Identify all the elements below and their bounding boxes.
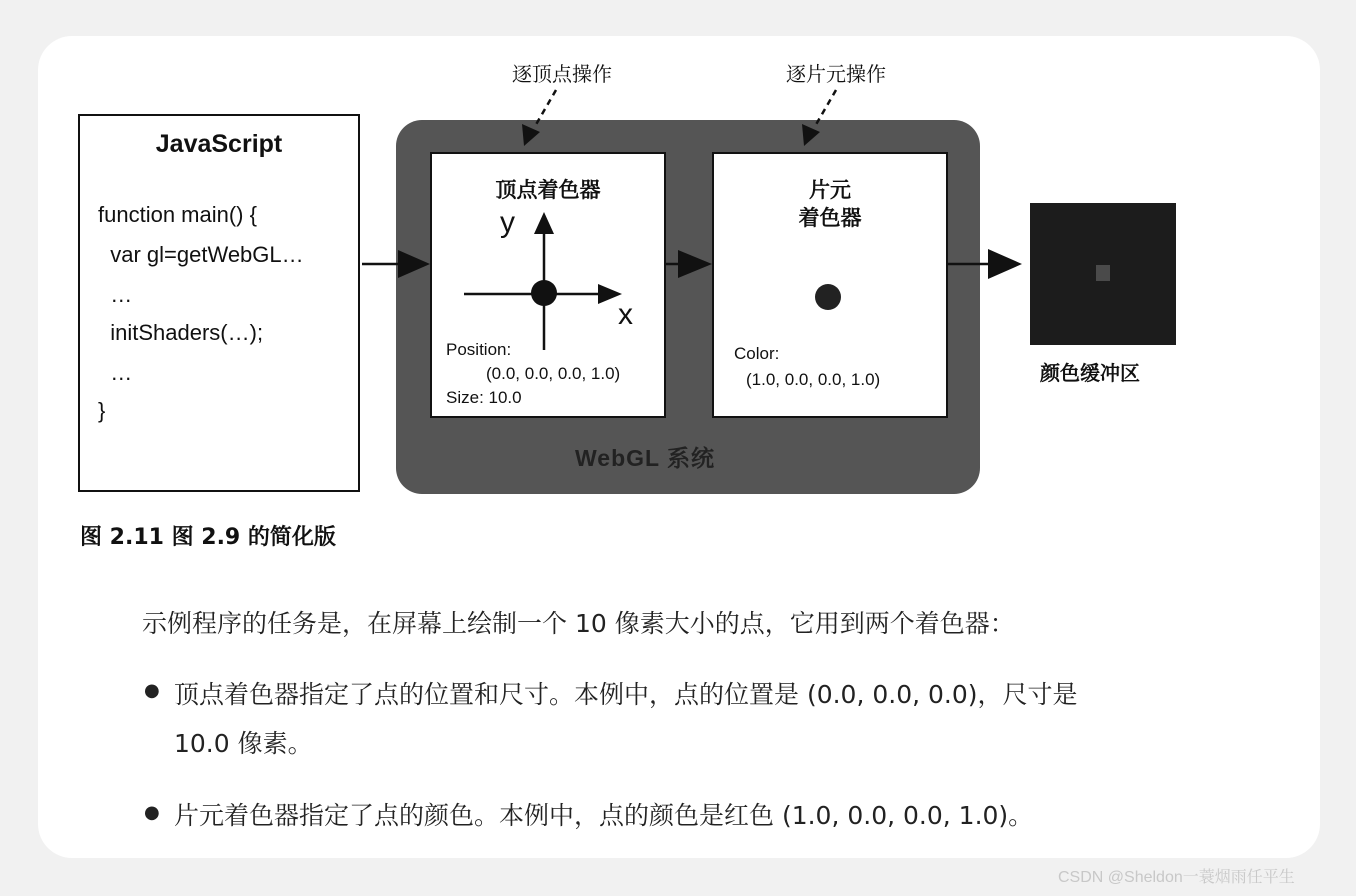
color-label: Color:: [734, 344, 780, 363]
per-vertex-dashed-line: [534, 90, 556, 128]
y-axis-arrowhead: [534, 212, 554, 234]
bullet-2-line1: 片元着色器指定了点的颜色。本例中，点的颜色是红色 (1.0, 0.0, 0.0, 1.0)。: [174, 801, 1034, 830]
per-vertex-operations-label: 逐顶点操作: [512, 62, 612, 86]
bullet-icon: ●: [144, 802, 160, 823]
y-axis-label: y: [500, 206, 515, 239]
code-line: …: [98, 282, 133, 307]
fragment-shader-title-line1: 片元: [809, 178, 851, 202]
vertex-shader-title: 顶点着色器: [495, 178, 601, 202]
js-to-vertex-arrowhead: [398, 250, 430, 278]
fragment-to-buffer-arrowhead: [988, 249, 1022, 279]
bullet-icon: ●: [144, 680, 160, 701]
fragment-point: [815, 284, 841, 310]
intro-paragraph: 示例程序的任务是，在屏幕上绘制一个 10 像素大小的点，它用到两个着色器：: [142, 609, 1015, 638]
per-fragment-arrowhead: [802, 124, 820, 146]
x-axis-arrowhead: [598, 284, 622, 304]
per-vertex-arrowhead: [522, 124, 540, 146]
bullet-1-line1: 顶点着色器指定了点的位置和尺寸。本例中，点的位置是 (0.0, 0.0, 0.0)，尺寸是: [174, 680, 1078, 709]
code-line: …: [98, 360, 133, 385]
webgl-system-label: WebGL 系统: [575, 445, 716, 471]
code-line: initShaders(…);: [98, 320, 264, 345]
vertex-to-fragment-arrowhead: [678, 250, 712, 278]
watermark: CSDN @Sheldon一蓑烟雨任平生: [1058, 869, 1295, 886]
color-buffer-label: 颜色缓冲区: [1040, 361, 1140, 385]
color-value: (1.0, 0.0, 0.0, 1.0): [746, 370, 881, 389]
fragment-shader-title-line2: 着色器: [798, 206, 862, 230]
position-value: (0.0, 0.0, 0.0, 1.0): [486, 364, 621, 383]
size-text: Size: 10.0: [446, 388, 522, 407]
code-line: function main() {: [98, 202, 257, 227]
vertex-point: [531, 280, 557, 306]
code-line: }: [98, 398, 106, 423]
javascript-title: JavaScript: [155, 130, 283, 158]
x-axis-label: x: [618, 298, 633, 331]
code-line: var gl=getWebGL…: [98, 242, 304, 267]
bullet-1-line2: 10.0 像素。: [174, 729, 313, 758]
position-label: Position:: [446, 340, 512, 359]
per-fragment-dashed-line: [814, 90, 836, 128]
per-fragment-operations-label: 逐片元操作: [786, 62, 886, 86]
figure-caption: 图 2.11 图 2.9 的简化版: [80, 525, 336, 550]
